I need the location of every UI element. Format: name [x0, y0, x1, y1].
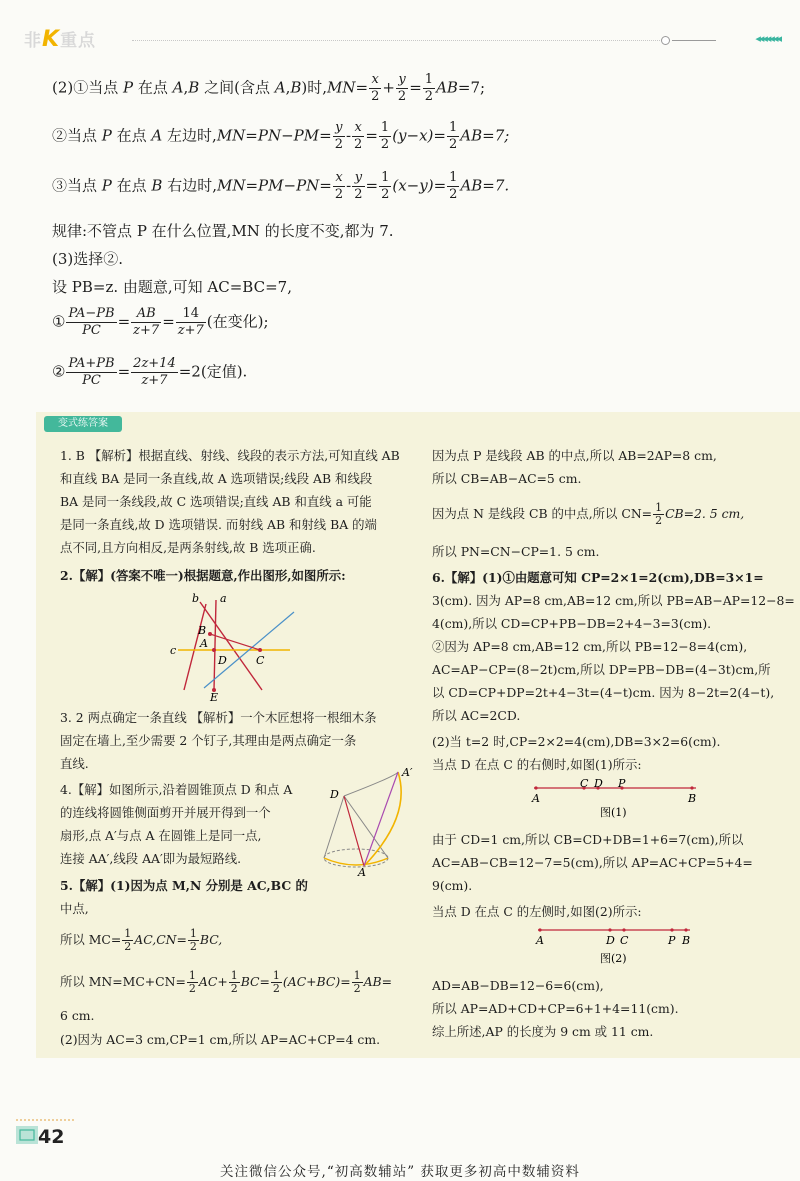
- label-A: A: [200, 637, 208, 650]
- text-line: AC=AP−CP=(8−2t)cm,所以 DP=PB−DB=(4−3t)cm,所: [432, 662, 771, 677]
- label-B: B: [682, 934, 691, 947]
- text-line: 中点,: [60, 901, 89, 916]
- text-line: 点不同,且方向相反,是两条射线,故 B 选项正确.: [60, 540, 316, 555]
- text-line: 所以 CB=AB−AC=5 cm.: [432, 471, 582, 486]
- label-P: P: [668, 934, 676, 947]
- line-case2: ②当点 P 在点 A 左边时,MN=PN−PM= $\frac{y}{2}$ - $\frac{x}{2}$ = $\frac{1}{2}$ (y−x)= $\frac{1}{2}$ AB=7;: [52, 120, 510, 152]
- text-line: 当点 D 在点 C 的左侧时,如图(2)所示:: [432, 904, 642, 919]
- text-line: 1. B 【解析】根据直线、射线、线段的表示方法,可知直线 AB: [60, 448, 400, 463]
- line-part3: (3)选择②.: [52, 250, 124, 268]
- label-C: C: [580, 778, 589, 790]
- text-line: 综上所述,AP 的长度为 9 cm 或 11 cm.: [432, 1024, 654, 1039]
- text-line: 的连线将圆锥侧面剪开并展开得到一个: [60, 805, 271, 820]
- number-line-2: [532, 922, 702, 968]
- text-line: 4(cm),所以 CD=CP+PB−DB=2+4−3=3(cm).: [432, 616, 712, 631]
- text-line: 6.【解】(1)①由题意可知 CP=2×1=2(cm),DB=3×1=: [432, 570, 764, 585]
- figure-caption-2: 图(2): [600, 952, 627, 965]
- text-line: 是同一条直线,故 D 选项错误. 而射线 AB 和射线 BA 的端: [60, 517, 377, 532]
- label-C: C: [620, 934, 629, 947]
- text-line: 当点 D 在点 C 的右侧时,如图(1)所示:: [432, 757, 642, 772]
- label-C: C: [256, 654, 265, 667]
- text-line: 3. 2 两点确定一条直线 【解析】一个木匠想将一根细木条: [60, 710, 377, 725]
- line-case1: (2)①当点 P 在点 A,B 之间(含点 A,B)时,MN= $\frac{x}{2}$ + $\frac{y}{2}$ = $\frac{1}{2}$ AB=7;: [52, 72, 486, 104]
- page-header: [24, 18, 780, 58]
- text-line-cn: 因为点 N 是线段 CB 的中点,所以 CN= $\frac{1}{2}$ CB=2. 5 cm,: [432, 501, 745, 527]
- label-Aprime: A′: [402, 766, 413, 779]
- label-D: D: [594, 778, 603, 790]
- text-line: 固定在墙上,至少需要 2 个钉子,其理由是两点确定一条: [60, 733, 357, 748]
- text-line: 所以 AP=AD+CD+CP=6+1+4=11(cm).: [432, 1001, 679, 1016]
- text-line: 因为点 P 是线段 AB 的中点,所以 AB=2AP=8 cm,: [432, 448, 717, 463]
- text-line: (2)当 t=2 时,CP=2×2=4(cm),DB=3×2=6(cm).: [432, 734, 721, 749]
- book-logo: 非K重点: [24, 27, 97, 52]
- label-P: P: [618, 778, 626, 790]
- text-line: 所以 PN=CN−CP=1. 5 cm.: [432, 544, 600, 559]
- line-option2: ② $\frac{PA+PB}{PC}$ = $\frac{2z+14}{z+7}$ =2(定值).: [52, 356, 248, 388]
- label-b: b: [192, 592, 200, 605]
- text-line-mn: 所以 MN=MC+CN= $\frac{1}{2}$ AC+ $\frac{1}{2}$ BC= $\frac{1}{2}$ (AC+BC)= $\frac{1}{2}$ AB=: [60, 969, 393, 995]
- text-line: ②因为 AP=8 cm,AB=12 cm,所以 PB=12−8=4(cm),: [432, 639, 748, 654]
- text-line: 以 CD=CP+DP=2t+4−3t=(4−t)cm. 因为 8−2t=2(4−t),: [432, 685, 775, 700]
- figure-caption-1: 图(1): [600, 806, 627, 819]
- line-option1: ① $\frac{PA-PB}{PC}$ = $\frac{AB}{z+7}$ = $\frac{14}{z+7}$ (在变化);: [52, 306, 269, 338]
- text-line: 由于 CD=1 cm,所以 CB=CD+DB=1+6=7(cm),所以: [432, 832, 744, 847]
- text-line: AD=AB−DB=12−6=6(cm),: [432, 978, 604, 993]
- header-dotted-line: [132, 40, 664, 41]
- text-line: 2.【解】(答案不唯一)根据题意,作出图形,如图所示:: [60, 568, 346, 583]
- text-line: 6 cm.: [60, 1008, 95, 1023]
- text-line: 3(cm). 因为 AP=8 cm,AB=12 cm,所以 PB=AB−AP=12−8=: [432, 593, 795, 608]
- line-case3: ③当点 P 在点 B 右边时,MN=PM−PN= $\frac{x}{2}$ - $\frac{y}{2}$ = $\frac{1}{2}$ (x−y)= $\frac{1}{2}$ AB=7.: [52, 170, 510, 202]
- answer-tag: 变式练答案: [44, 416, 122, 432]
- cone-figure: [316, 766, 416, 876]
- text-line: 连接 AA′,线段 AA′即为最短路线.: [60, 851, 242, 866]
- header-circle: [661, 36, 670, 45]
- text-line: BA 是同一条线段,故 C 选项错误;直线 AB 和直线 a 可能: [60, 494, 372, 509]
- lines-figure: [170, 590, 310, 702]
- text-line: 5.【解】(1)因为点 M,N 分别是 AC,BC 的: [60, 878, 308, 893]
- label-D: D: [606, 934, 615, 947]
- label-A: A: [536, 934, 544, 947]
- text-line: AC=AB−CB=12−7=5(cm),所以 AP=AC+CP=5+4=: [432, 855, 753, 870]
- label-B: B: [688, 792, 697, 805]
- text-line: (2)因为 AC=3 cm,CP=1 cm,所以 AP=AC+CP=4 cm.: [60, 1032, 381, 1047]
- line-rule: 规律:不管点 P 在什么位置,MN 的长度不变,都为 7.: [52, 222, 394, 240]
- header-arrows-icon: ◂◂◂◂◂◂◂: [755, 32, 780, 45]
- text-line: 所以 AC=2CD.: [432, 708, 521, 723]
- text-line: 和直线 BA 是同一条直线,故 A 选项错误;线段 AB 和线段: [60, 471, 373, 486]
- label-D: D: [330, 788, 339, 801]
- footer-note: 关注微信公众号,“初高数辅站” 获取更多初高中数辅资料: [220, 1164, 580, 1180]
- header-line: [672, 40, 716, 41]
- text-line: 扇形,点 A′与点 A 在圆锥上是同一点,: [60, 828, 262, 843]
- text-line-mc: 所以 MC= $\frac{1}{2}$ AC,CN= $\frac{1}{2}$ BC,: [60, 927, 223, 953]
- text-line: 4.【解】如图所示,沿着圆锥顶点 D 和点 A: [60, 782, 293, 797]
- label-A: A: [532, 792, 540, 805]
- label-E: E: [210, 691, 219, 702]
- number-line-1: [528, 778, 704, 820]
- label-D: D: [218, 654, 227, 667]
- label-a: a: [220, 592, 227, 605]
- label-c: c: [170, 644, 177, 657]
- label-A: A: [358, 866, 366, 876]
- text-line: 直线.: [60, 756, 89, 771]
- page-number: 42: [38, 1126, 65, 1148]
- text-line: 9(cm).: [432, 878, 473, 893]
- label-B: B: [198, 624, 207, 637]
- line-setup: 设 PB=z. 由题意,可知 AC=BC=7,: [52, 278, 292, 296]
